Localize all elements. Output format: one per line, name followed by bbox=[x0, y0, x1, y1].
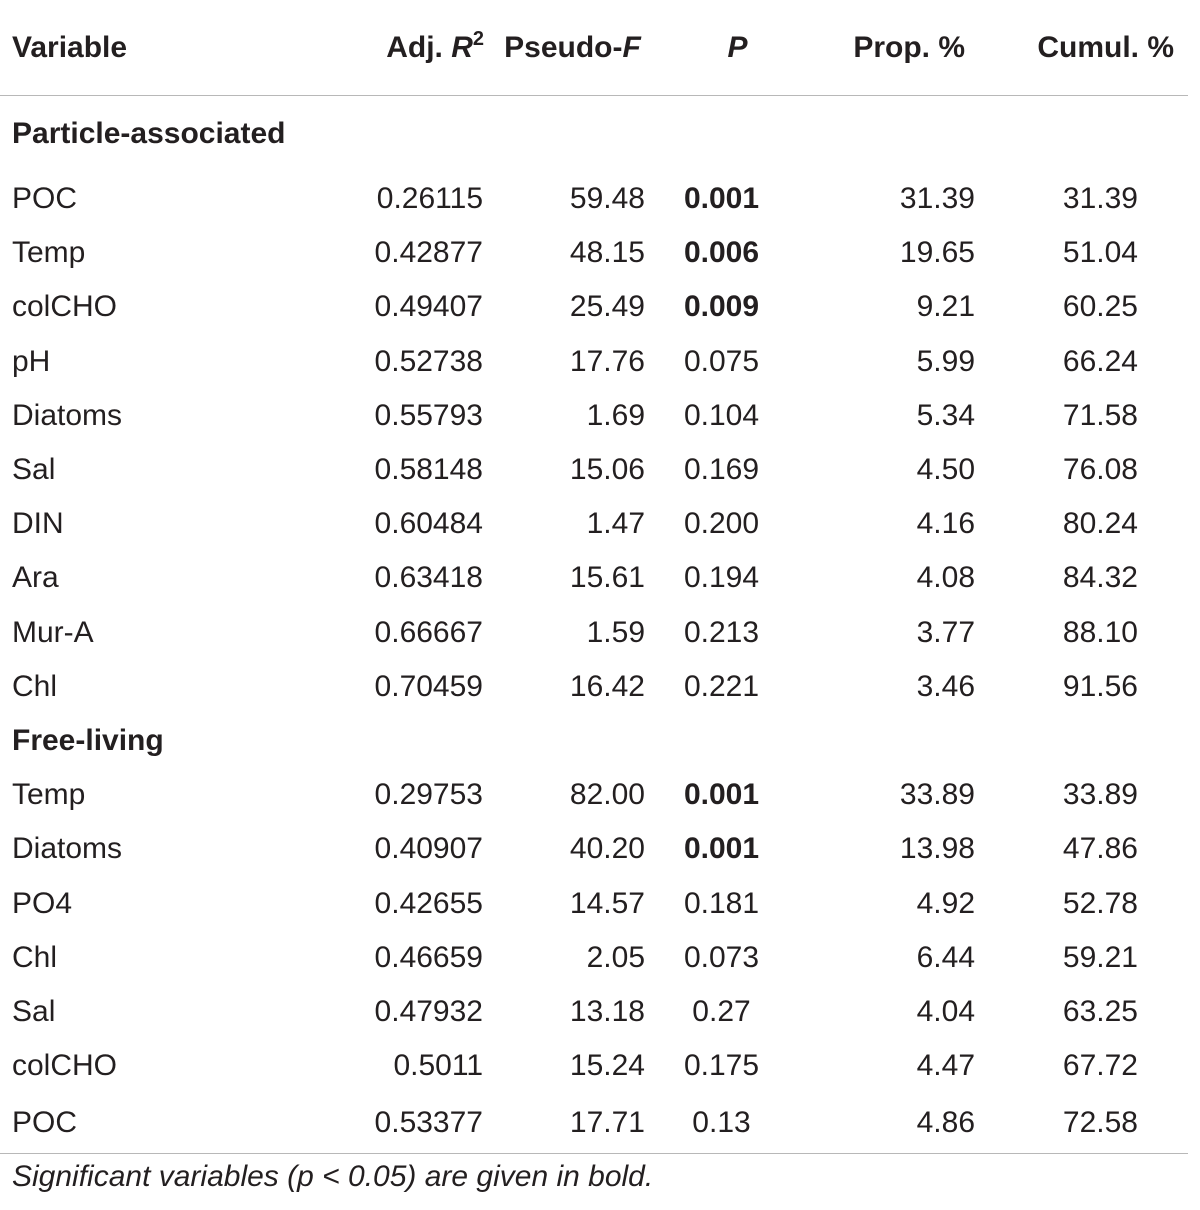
cell-adj-r2: 0.5011 bbox=[393, 1049, 483, 1083]
header-prop: Prop. % bbox=[820, 0, 975, 96]
cell-cumul: 60.25 bbox=[1062, 290, 1138, 324]
header-pseudo-prefix: Pseudo- bbox=[504, 30, 623, 64]
cell-pseudo-f: 25.49 bbox=[569, 290, 645, 324]
section-header-row bbox=[0, 714, 1188, 768]
cell-p: 0.200 bbox=[683, 507, 760, 541]
cell-cumul: 51.04 bbox=[1062, 236, 1138, 270]
header-p-letter: P bbox=[727, 30, 748, 64]
section-title: Particle-associated bbox=[12, 117, 286, 150]
cell-prop: 5.34 bbox=[916, 398, 975, 432]
cell-p: 0.181 bbox=[683, 886, 760, 920]
table-row bbox=[0, 1039, 1188, 1093]
cell-adj-r2: 0.46659 bbox=[374, 940, 483, 974]
cell-p: 0.001 bbox=[683, 832, 760, 866]
header-adj-prefix: Adj. bbox=[386, 30, 452, 64]
cell-prop: 9.21 bbox=[916, 290, 975, 324]
cell-cumul: 72.58 bbox=[975, 1093, 1188, 1154]
header-pseudo-f bbox=[490, 0, 655, 96]
cell-p: 0.075 bbox=[683, 344, 760, 378]
cell-cumul: 66.24 bbox=[1062, 344, 1138, 378]
header-variable: Variable bbox=[0, 0, 340, 96]
cell-variable: Diatoms bbox=[12, 398, 123, 432]
cell-pseudo-f: 59.48 bbox=[569, 182, 645, 216]
cell-variable: Diatoms bbox=[12, 832, 123, 866]
cell-adj-r2: 0.26115 bbox=[376, 182, 483, 216]
cell-adj-r2: 0.52738 bbox=[374, 344, 483, 378]
table-header bbox=[0, 0, 1188, 96]
cell-prop: 4.08 bbox=[916, 561, 975, 595]
cell-adj-r2: 0.70459 bbox=[374, 669, 483, 703]
header-pseudo-f-letter: F bbox=[622, 30, 641, 64]
cell-variable: Chl bbox=[12, 669, 58, 703]
section-header-row bbox=[0, 96, 1188, 173]
cell-prop: 3.46 bbox=[916, 669, 975, 703]
cell-p: 0.006 bbox=[683, 236, 760, 270]
cell-pseudo-f: 1.47 bbox=[586, 507, 645, 541]
cell-prop: 4.04 bbox=[916, 994, 975, 1028]
cell-variable: Sal bbox=[12, 453, 56, 487]
cell-pseudo-f: 17.71 bbox=[490, 1093, 655, 1154]
cell-variable: Sal bbox=[12, 994, 56, 1028]
cell-p: 0.13 bbox=[655, 1093, 820, 1154]
cell-p: 0.009 bbox=[683, 290, 760, 324]
cell-pseudo-f: 2.05 bbox=[586, 940, 645, 974]
cell-variable: Temp bbox=[12, 236, 86, 270]
table-row bbox=[0, 226, 1188, 280]
cell-p: 0.175 bbox=[683, 1049, 760, 1083]
cell-cumul: 47.86 bbox=[1062, 832, 1138, 866]
cell-prop: 31.39 bbox=[899, 182, 975, 216]
cell-prop: 4.50 bbox=[916, 453, 975, 487]
cell-adj-r2: 0.29753 bbox=[374, 778, 483, 812]
cell-pseudo-f: 1.59 bbox=[586, 615, 645, 649]
cell-pseudo-f: 15.61 bbox=[569, 561, 645, 595]
cell-prop: 4.86 bbox=[820, 1093, 975, 1154]
cell-adj-r2: 0.53377 bbox=[340, 1093, 490, 1154]
cell-variable: colCHO bbox=[12, 1049, 118, 1083]
cell-adj-r2: 0.42655 bbox=[374, 886, 483, 920]
cell-pseudo-f: 15.24 bbox=[569, 1049, 645, 1083]
cell-cumul: 88.10 bbox=[1062, 615, 1138, 649]
table-row bbox=[0, 660, 1188, 714]
cell-pseudo-f: 14.57 bbox=[569, 886, 645, 920]
cell-pseudo-f: 1.69 bbox=[586, 398, 645, 432]
cell-variable: Temp bbox=[12, 778, 86, 812]
cell-pseudo-f: 16.42 bbox=[569, 669, 645, 703]
cell-p: 0.169 bbox=[683, 453, 760, 487]
cell-pseudo-f: 17.76 bbox=[569, 344, 645, 378]
cell-adj-r2: 0.60484 bbox=[374, 507, 483, 541]
header-row bbox=[0, 0, 1188, 96]
table-row bbox=[0, 335, 1188, 389]
cell-variable: Ara bbox=[12, 561, 59, 595]
cell-variable: DIN bbox=[12, 507, 64, 541]
cell-prop: 4.92 bbox=[916, 886, 975, 920]
cell-prop: 3.77 bbox=[916, 615, 975, 649]
table-row bbox=[0, 172, 1188, 226]
cell-cumul: 59.21 bbox=[1062, 940, 1138, 974]
table-row bbox=[0, 822, 1188, 876]
cell-adj-r2: 0.40907 bbox=[374, 832, 483, 866]
cell-variable: PO4 bbox=[12, 886, 73, 920]
cell-cumul: 76.08 bbox=[1062, 453, 1138, 487]
table-row bbox=[0, 280, 1188, 334]
header-adj-sup: 2 bbox=[472, 27, 484, 50]
cell-p: 0.073 bbox=[683, 940, 760, 974]
table-body bbox=[0, 96, 1188, 1154]
cell-adj-r2: 0.49407 bbox=[374, 290, 483, 324]
cell-prop: 13.98 bbox=[899, 832, 975, 866]
table-footnote: Significant variables (p < 0.05) are given in bold. bbox=[12, 1160, 654, 1193]
cell-variable: Mur-A bbox=[12, 615, 94, 649]
cell-prop: 6.44 bbox=[916, 940, 975, 974]
cell-p: 0.213 bbox=[683, 615, 760, 649]
cell-pseudo-f: 48.15 bbox=[569, 236, 645, 270]
cell-cumul: 80.24 bbox=[1062, 507, 1138, 541]
cell-cumul: 33.89 bbox=[1062, 778, 1138, 812]
cell-cumul: 52.78 bbox=[1062, 886, 1138, 920]
cell-p: 0.194 bbox=[683, 561, 760, 595]
table-row bbox=[0, 443, 1188, 497]
cell-p: 0.001 bbox=[683, 182, 760, 216]
header-adj-r2 bbox=[340, 0, 490, 96]
cell-adj-r2: 0.66667 bbox=[374, 615, 483, 649]
cell-adj-r2: 0.63418 bbox=[374, 561, 483, 595]
cell-prop: 33.89 bbox=[899, 778, 975, 812]
cell-cumul: 91.56 bbox=[1062, 669, 1138, 703]
table-row bbox=[0, 1093, 1188, 1154]
table-row bbox=[0, 497, 1188, 551]
section-title: Free-living bbox=[12, 723, 164, 757]
cell-p: 0.104 bbox=[683, 398, 760, 432]
cell-variable: POC bbox=[0, 1093, 340, 1154]
cell-variable: Chl bbox=[12, 940, 58, 974]
cell-variable: POC bbox=[12, 182, 78, 216]
cell-pseudo-f: 40.20 bbox=[569, 832, 645, 866]
cell-adj-r2: 0.55793 bbox=[374, 398, 483, 432]
cell-adj-r2: 0.58148 bbox=[374, 453, 483, 487]
cell-prop: 19.65 bbox=[899, 236, 975, 270]
cell-pseudo-f: 15.06 bbox=[569, 453, 645, 487]
cell-pseudo-f: 13.18 bbox=[569, 994, 645, 1028]
cell-cumul: 71.58 bbox=[1062, 398, 1138, 432]
table-row bbox=[0, 985, 1188, 1039]
cell-pseudo-f: 82.00 bbox=[569, 778, 645, 812]
cell-adj-r2: 0.47932 bbox=[374, 994, 483, 1028]
table-row bbox=[0, 551, 1188, 605]
cell-cumul: 67.72 bbox=[1062, 1049, 1138, 1083]
cell-p: 0.221 bbox=[683, 669, 760, 703]
cell-p: 0.27 bbox=[692, 994, 751, 1028]
header-cumul: Cumul. % bbox=[975, 0, 1188, 96]
cell-cumul: 63.25 bbox=[1062, 994, 1138, 1028]
table-row bbox=[0, 768, 1188, 822]
table-row bbox=[0, 389, 1188, 443]
cell-variable: pH bbox=[12, 344, 51, 378]
cell-prop: 4.16 bbox=[916, 507, 975, 541]
table-row bbox=[0, 606, 1188, 660]
table-row bbox=[0, 876, 1188, 930]
cell-adj-r2: 0.42877 bbox=[374, 236, 483, 270]
cell-p: 0.001 bbox=[683, 778, 760, 812]
table-row bbox=[0, 931, 1188, 985]
cell-cumul: 84.32 bbox=[1062, 561, 1138, 595]
header-p bbox=[655, 0, 820, 96]
cell-cumul: 31.39 bbox=[1062, 182, 1138, 216]
cell-prop: 5.99 bbox=[916, 344, 975, 378]
cell-variable: colCHO bbox=[12, 290, 118, 324]
header-adj-r: R bbox=[451, 30, 473, 64]
cell-prop: 4.47 bbox=[916, 1049, 975, 1083]
